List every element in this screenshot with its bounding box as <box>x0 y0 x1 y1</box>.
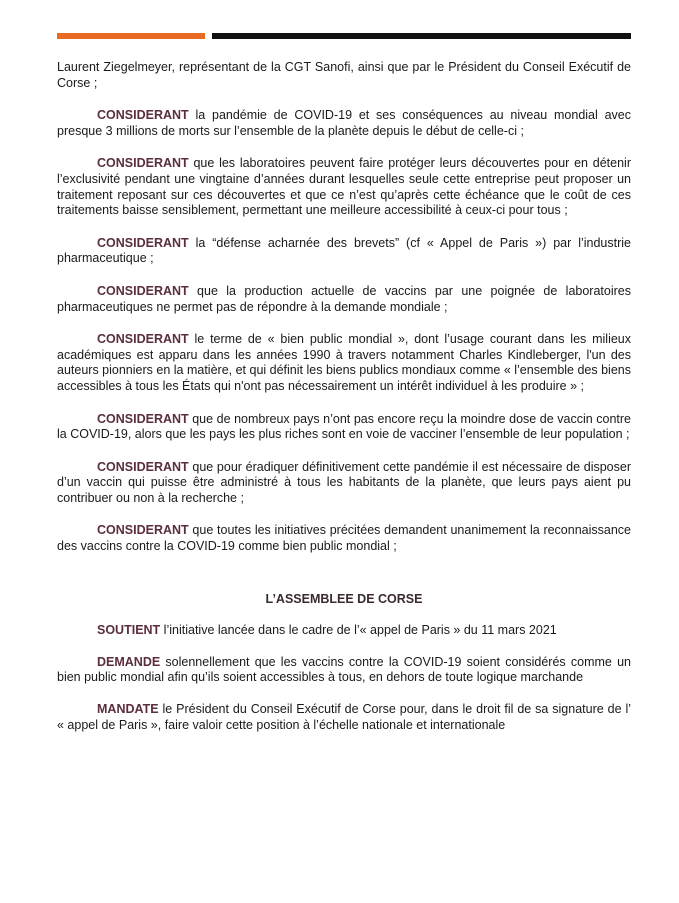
considerant-keyword: CONSIDERANT <box>97 332 189 347</box>
considerant-keyword: CONSIDERANT <box>97 156 189 171</box>
considerant-paragraph <box>57 156 631 218</box>
considerant-keyword: CONSIDERANT <box>97 411 189 426</box>
considerant-paragraph <box>57 523 631 554</box>
considerant-paragraph <box>57 332 631 394</box>
resolution-keyword: DEMANDE <box>97 654 161 669</box>
considerant-keyword: CONSIDERANT <box>97 523 189 538</box>
header-black-bar <box>212 33 631 39</box>
considerant-text: la pandémie de COVID-19 et ses conséquences au niveau mondial avec presque 3 millions de morts sur l’ensemble de la planète depuis le début de celle-ci ; <box>57 108 631 138</box>
considerant-keyword: CONSIDERANT <box>97 235 189 250</box>
resolution-paragraph <box>57 702 631 733</box>
resolution-keyword: MANDATE <box>97 702 159 717</box>
considerant-keyword: CONSIDERANT <box>97 283 189 298</box>
resolution-keyword: SOUTIENT <box>97 623 161 638</box>
considerant-keyword: CONSIDERANT <box>97 108 189 123</box>
considerant-text: que les laboratoires peuvent faire protéger leurs découvertes pour en détenir l’exclusivité pendant une vingtaine d’années durant lesquelles seule cette entreprise peut proposer un traitement reposant sur ces découvertes et que ce n’est qu’après cette échéance que le coût de ces traitements baisse sensiblement, permettant une meilleure accessibilité à ceux-ci pour tous ; <box>57 156 631 218</box>
considerant-text: le terme de « bien public mondial », dont l’usage courant dans les milieux académiques est apparu dans les années 1990 à travers notamment Charles Kindleberger, l'un des auteurs pionniers en la matière, et qui définit les biens publics mondiaux comme « l’ensemble des biens accessibles à tous les États qui n'ont pas nécessairement un intérêt individuel à les produire » ; <box>57 332 631 393</box>
header-orange-bar <box>57 33 205 39</box>
resolution-text: le Président du Conseil Exécutif de Corse pour, dans le droit fil de sa signature de l’ « appel de Paris », faire valoir cette position à l’échelle nationale et internationale <box>57 702 631 732</box>
considerant-text: que de nombreux pays n’ont pas encore reçu la moindre dose de vaccin contre la COVID-19, alors que les pays les plus riches sont en voie de vacciner l’ensemble de leur population ; <box>57 411 631 442</box>
considerant-paragraph <box>57 460 631 507</box>
considerant-text: que toutes les initiatives précitées demandent unanimement la reconnaissance des vaccins contre la COVID-19 comme bien public mondial ; <box>57 523 631 554</box>
considerant-text: que la production actuelle de vaccins par une poignée de laboratoires pharmaceutiques ne permet pas de répondre à la demande mondiale ; <box>57 283 631 314</box>
considerant-text: que pour éradiquer définitivement cette pandémie il est nécessaire de disposer d’un vaccin qui puisse être administré à tous les habitants de la planète, que leurs pays aient pu contribuer ou non à la recherche ; <box>57 459 631 505</box>
resolution-paragraph <box>57 655 631 686</box>
considerant-paragraph <box>57 412 631 443</box>
considerant-keyword: CONSIDERANT <box>97 459 189 474</box>
resolution-text: l’initiative lancée dans le cadre de l’« appel de Paris » du 11 mars 2021 <box>160 623 557 638</box>
resolution-text: solennellement que les vaccins contre la COVID-19 soient considérés comme un bien public mondial afin qu’ils soient accessibles à tous, en dehors de toute logique marchande <box>57 654 631 685</box>
section-title: L’ASSEMBLEE DE CORSE <box>265 591 423 606</box>
document-body <box>57 60 631 749</box>
considerant-paragraph <box>57 108 631 139</box>
considerant-text: la “défense acharnée des brevets” (cf « Appel de Paris ») par l’industrie pharmaceutique ; <box>57 235 631 266</box>
considerant-paragraph <box>57 284 631 315</box>
intro-paragraph: Laurent Ziegelmeyer, représentant de la CGT Sanofi, ainsi que par le Président du Conseil Exécutif de Corse ; <box>57 60 631 90</box>
header-decoration <box>57 33 631 41</box>
resolution-paragraph <box>57 623 631 639</box>
considerant-paragraph <box>57 236 631 267</box>
